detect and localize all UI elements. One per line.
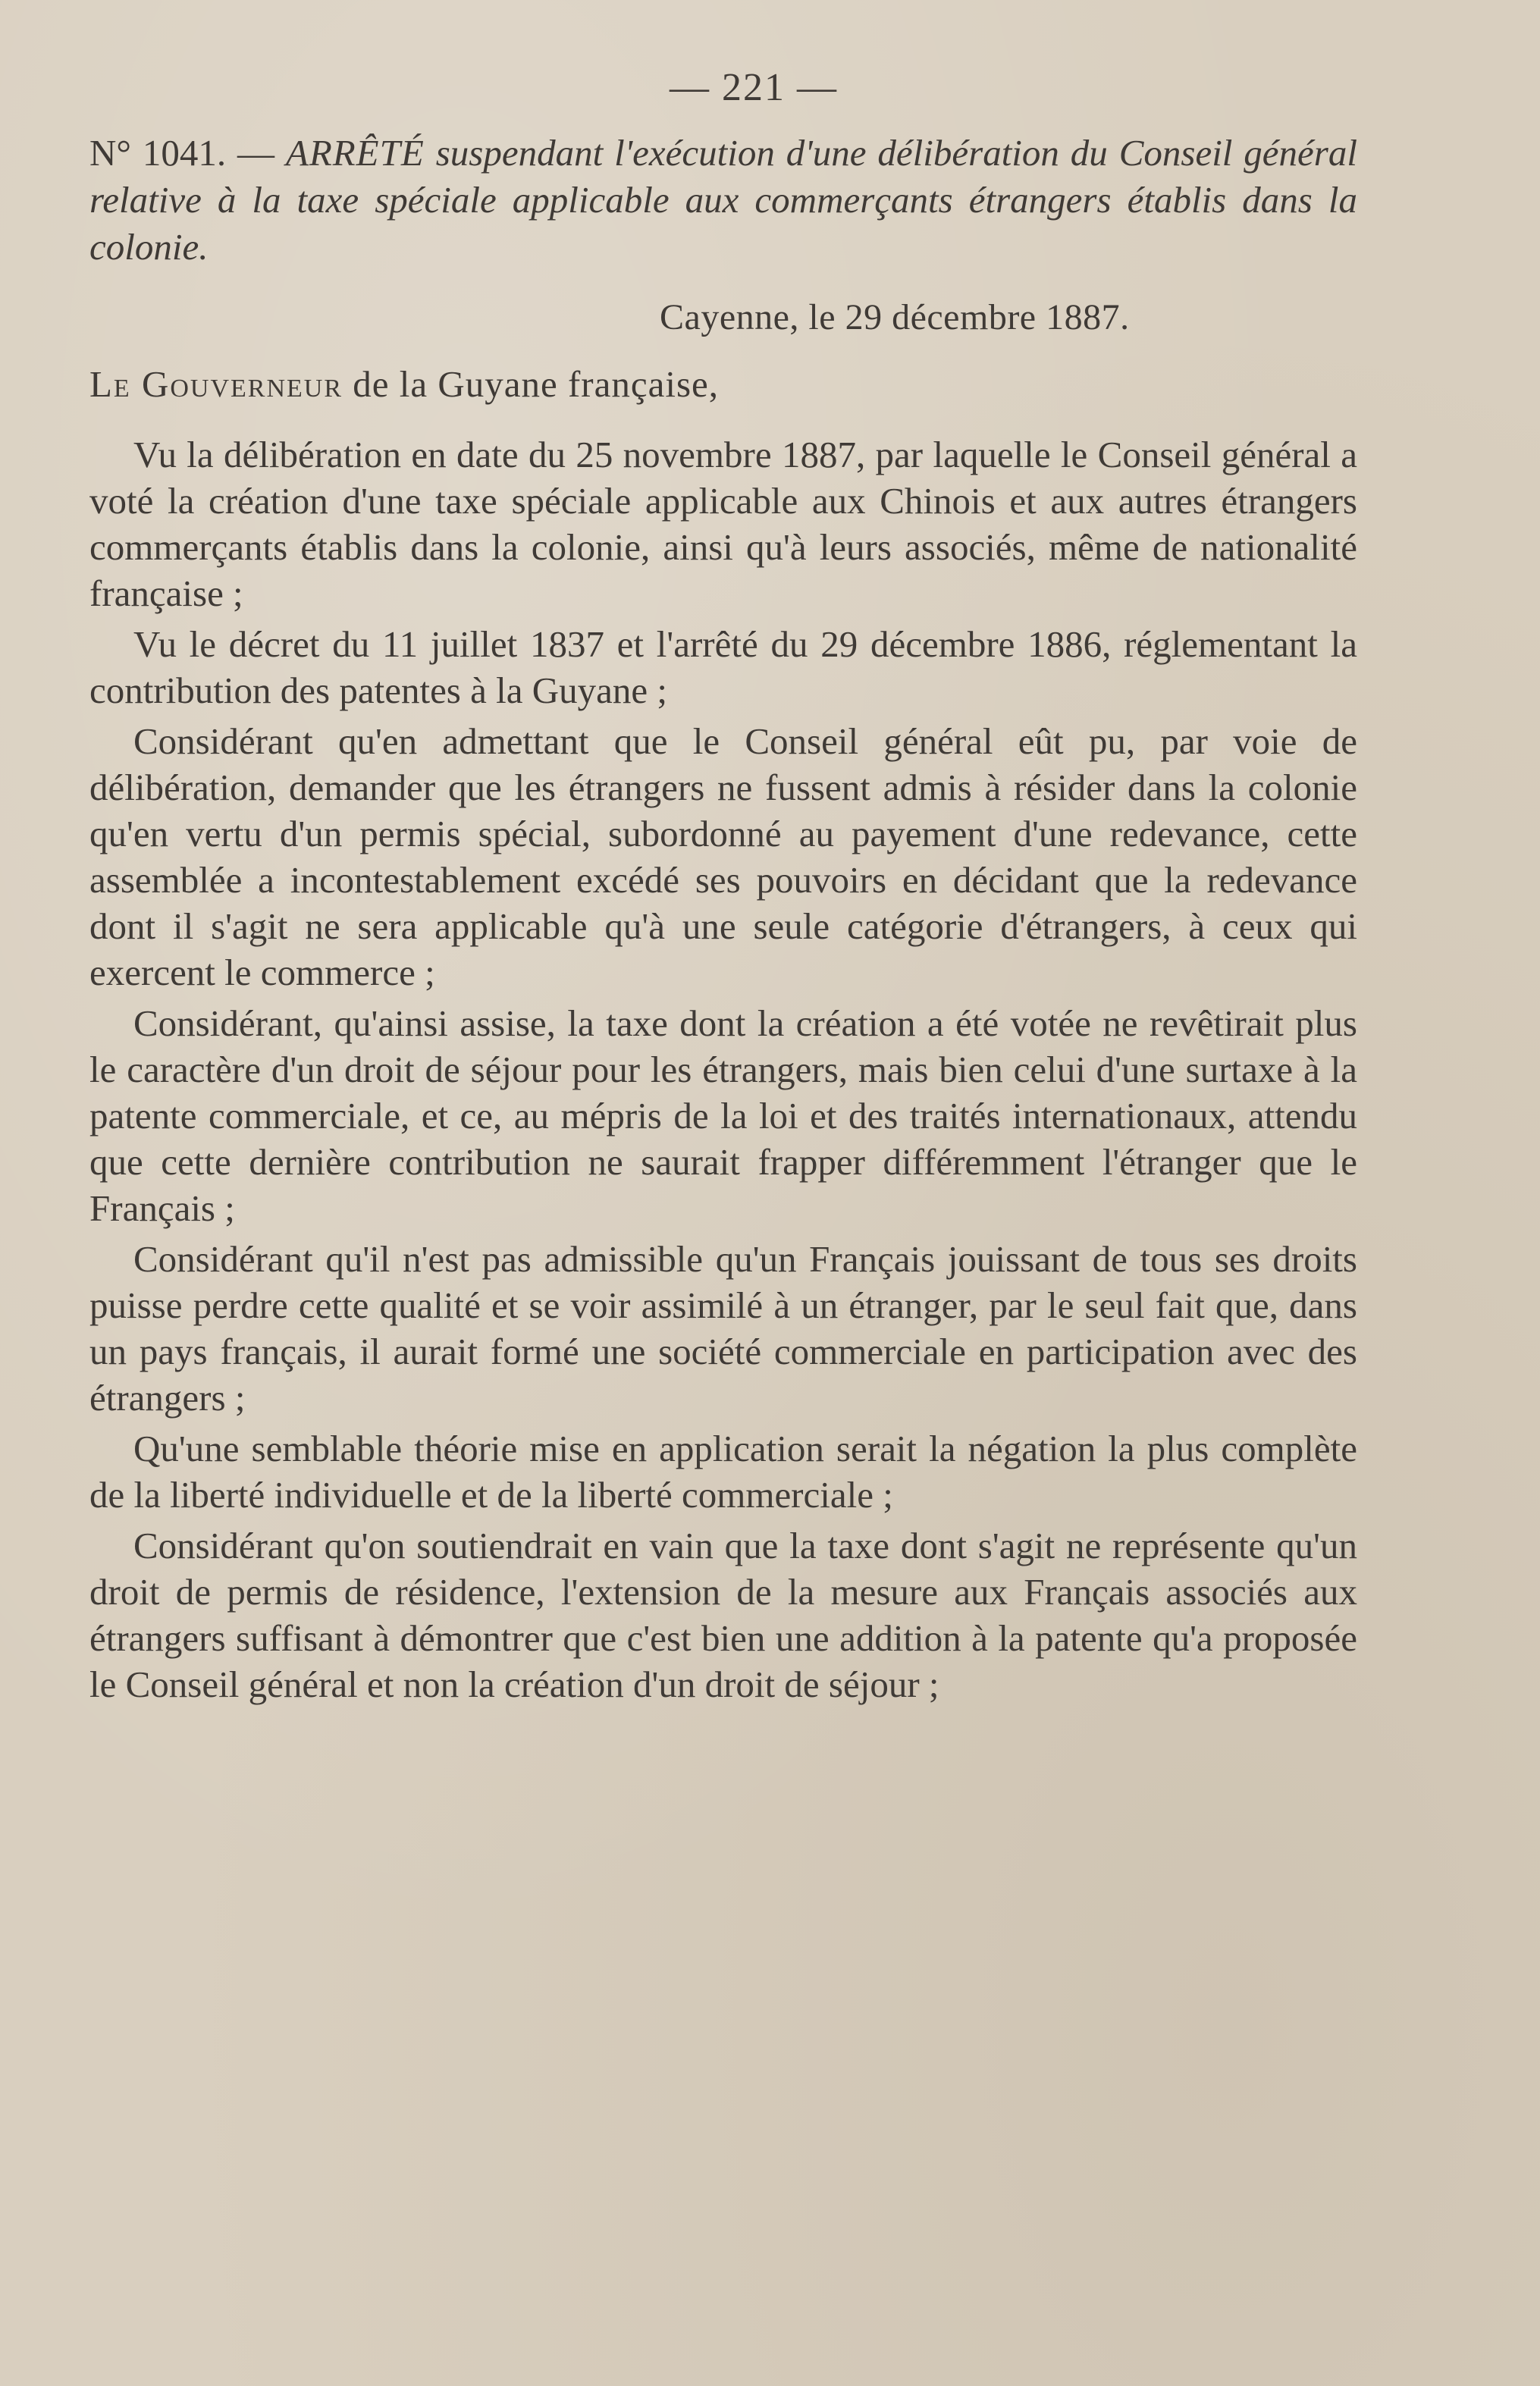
authority-title: Le Gouverneur — [89, 363, 343, 405]
decree-title: ARRÊTÉ — [285, 132, 425, 174]
authority-line — [89, 362, 1357, 406]
document-page — [89, 65, 1357, 1707]
decree-heading — [89, 130, 1357, 271]
paragraph-considerant-surtaxe: Considérant, qu'ainsi assise, la taxe dont la création a été votée ne revêtirait plus le caractère d'un droit de séjour pour les étrangers, mais bien celui d'une surtaxe à la patente commerciale, et ce, au mépris de la loi et des traités internationaux, attendu que cette dernière contribution ne saurait frapper différemment l'étranger que le Français ; — [89, 1002, 1357, 1229]
paragraph-considerant-francais: Considérant qu'il n'est pas admissible qu'un Français jouissant de tous ses droits puisse perdre cette qualité et se voir assimilé à un étranger, par le seul fait que, dans un pays français, il aurait formé une société commerciale en participation avec des étrangers ; — [89, 1238, 1357, 1419]
paragraph-vu-decret: Vu le décret du 11 juillet 1837 et l'arrêté du 29 décembre 1886, réglementant la contribution des patentes à la Guyane ; — [89, 623, 1357, 711]
page-number: — 221 — — [670, 66, 838, 109]
decree-number: N° 1041. — — [89, 132, 286, 174]
dateline: Cayenne, le 29 décembre 1887. — [660, 297, 1130, 337]
paragraph-considerant-residence: Considérant qu'on soutiendrait en vain que la taxe dont s'agit ne représente qu'un droit de permis de résidence, l'extension de la mesure aux Français associés aux étrangers suffisant à démontrer que c'est bien une addition à la patente qu'a proposée le Conseil général et non la création d'un droit de séjour ; — [89, 1525, 1357, 1705]
paragraph-considerant-permis: Considérant qu'en admettant que le Conseil général eût pu, par voie de délibération, demander que les étrangers ne fussent admis à résider dans la colonie qu'en vertu d'un permis spécial, subordonné au payement d'une redevance, cette assemblée a incontestablement excédé ses pouvoirs en décidant que la redevance dont il s'agit ne sera applicable qu'à une seule catégorie d'étrangers, à ceux qui exercent le commerce ; — [89, 720, 1357, 993]
authority-rest: de la Guyane française, — [343, 363, 720, 405]
decree-subject: suspendant l'exécution d'une délibération du Conseil général relative à la taxe spéciale applicable aux commerçants étrangers établis dans la colonie. — [89, 132, 1357, 268]
paragraph-vu-deliberation: Vu la délibération en date du 25 novembre 1887, par laquelle le Conseil général a voté la création d'une taxe spéciale applicable aux Chinois et aux autres étrangers commerçants établis dans la colonie, ainsi qu'à leurs associés, même de nationalité française ; — [89, 434, 1357, 614]
paragraph-theorie: Qu'une semblable théorie mise en application serait la négation la plus complète de la liberté individuelle et de la liberté commerciale ; — [89, 1428, 1357, 1516]
